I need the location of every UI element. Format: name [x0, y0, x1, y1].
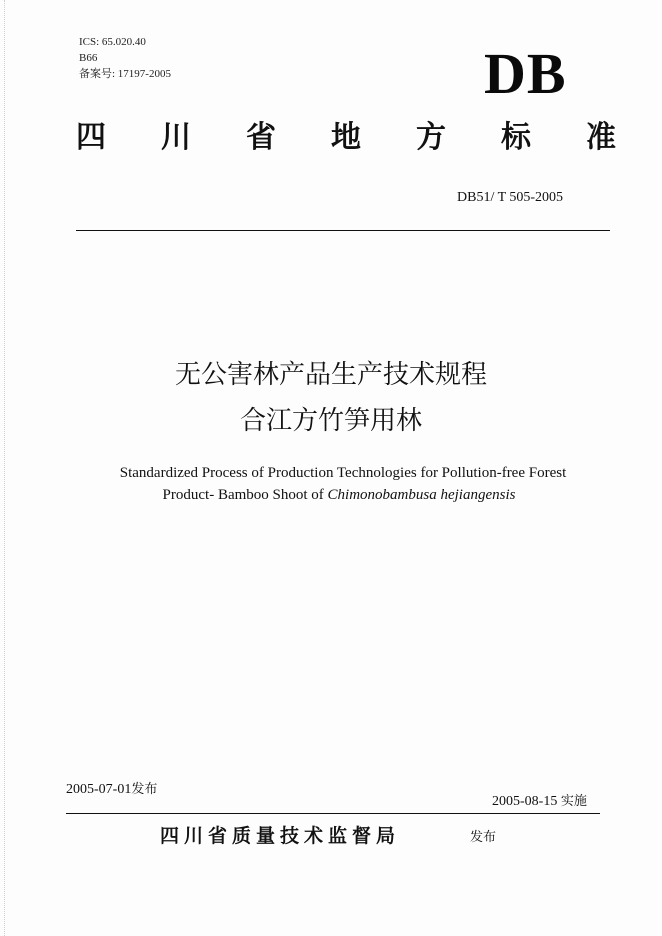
implementation-date-label: 实施: [560, 794, 587, 809]
ccs-code: B66: [79, 52, 98, 64]
ics-code: ICS: 65.020.40: [79, 36, 146, 48]
issue-date: [66, 781, 157, 799]
standard-type-char: 川: [161, 120, 191, 155]
standard-type-char: 地: [331, 120, 361, 155]
standard-type-char: 准: [586, 120, 616, 155]
standard-type-char: 省: [246, 120, 276, 155]
implementation-date-value: 2005-08-15: [492, 794, 558, 809]
record-number: 备案号: 17197-2005: [79, 68, 171, 80]
title-english-line-2-prefix: Product- Bamboo Shoot of: [162, 487, 328, 503]
title-chinese-line-1: 无公害林产品生产技术规程: [174, 360, 487, 390]
species-name: Chimonobambusa hejiangensis: [327, 487, 516, 503]
db-logo: DB: [484, 41, 567, 106]
publisher-suffix: 发布: [470, 830, 497, 845]
bottom-divider: [66, 813, 600, 814]
title-chinese-line-2: 合江方竹笋用林: [239, 406, 422, 436]
standard-type-heading: [76, 118, 616, 158]
standard-type-char: 标: [501, 120, 531, 155]
issue-date-value: 2005-07-01: [66, 782, 132, 797]
scan-edge-line: [4, 0, 5, 936]
implementation-date: [492, 793, 587, 811]
top-divider: [76, 230, 610, 231]
publisher-name: 四川省质量技术监督局: [160, 825, 401, 847]
standard-number: DB51/ T 505-2005: [457, 190, 564, 205]
title-english-line-1: Standardized Process of Production Technologies for Pollution-free Forest: [119, 465, 567, 481]
standard-type-char: 四: [76, 120, 106, 155]
title-english-line-2: [8, 484, 662, 506]
issue-date-label: 发布: [131, 782, 158, 797]
classification-block: [79, 34, 171, 82]
standard-type-char: 方: [416, 120, 446, 155]
